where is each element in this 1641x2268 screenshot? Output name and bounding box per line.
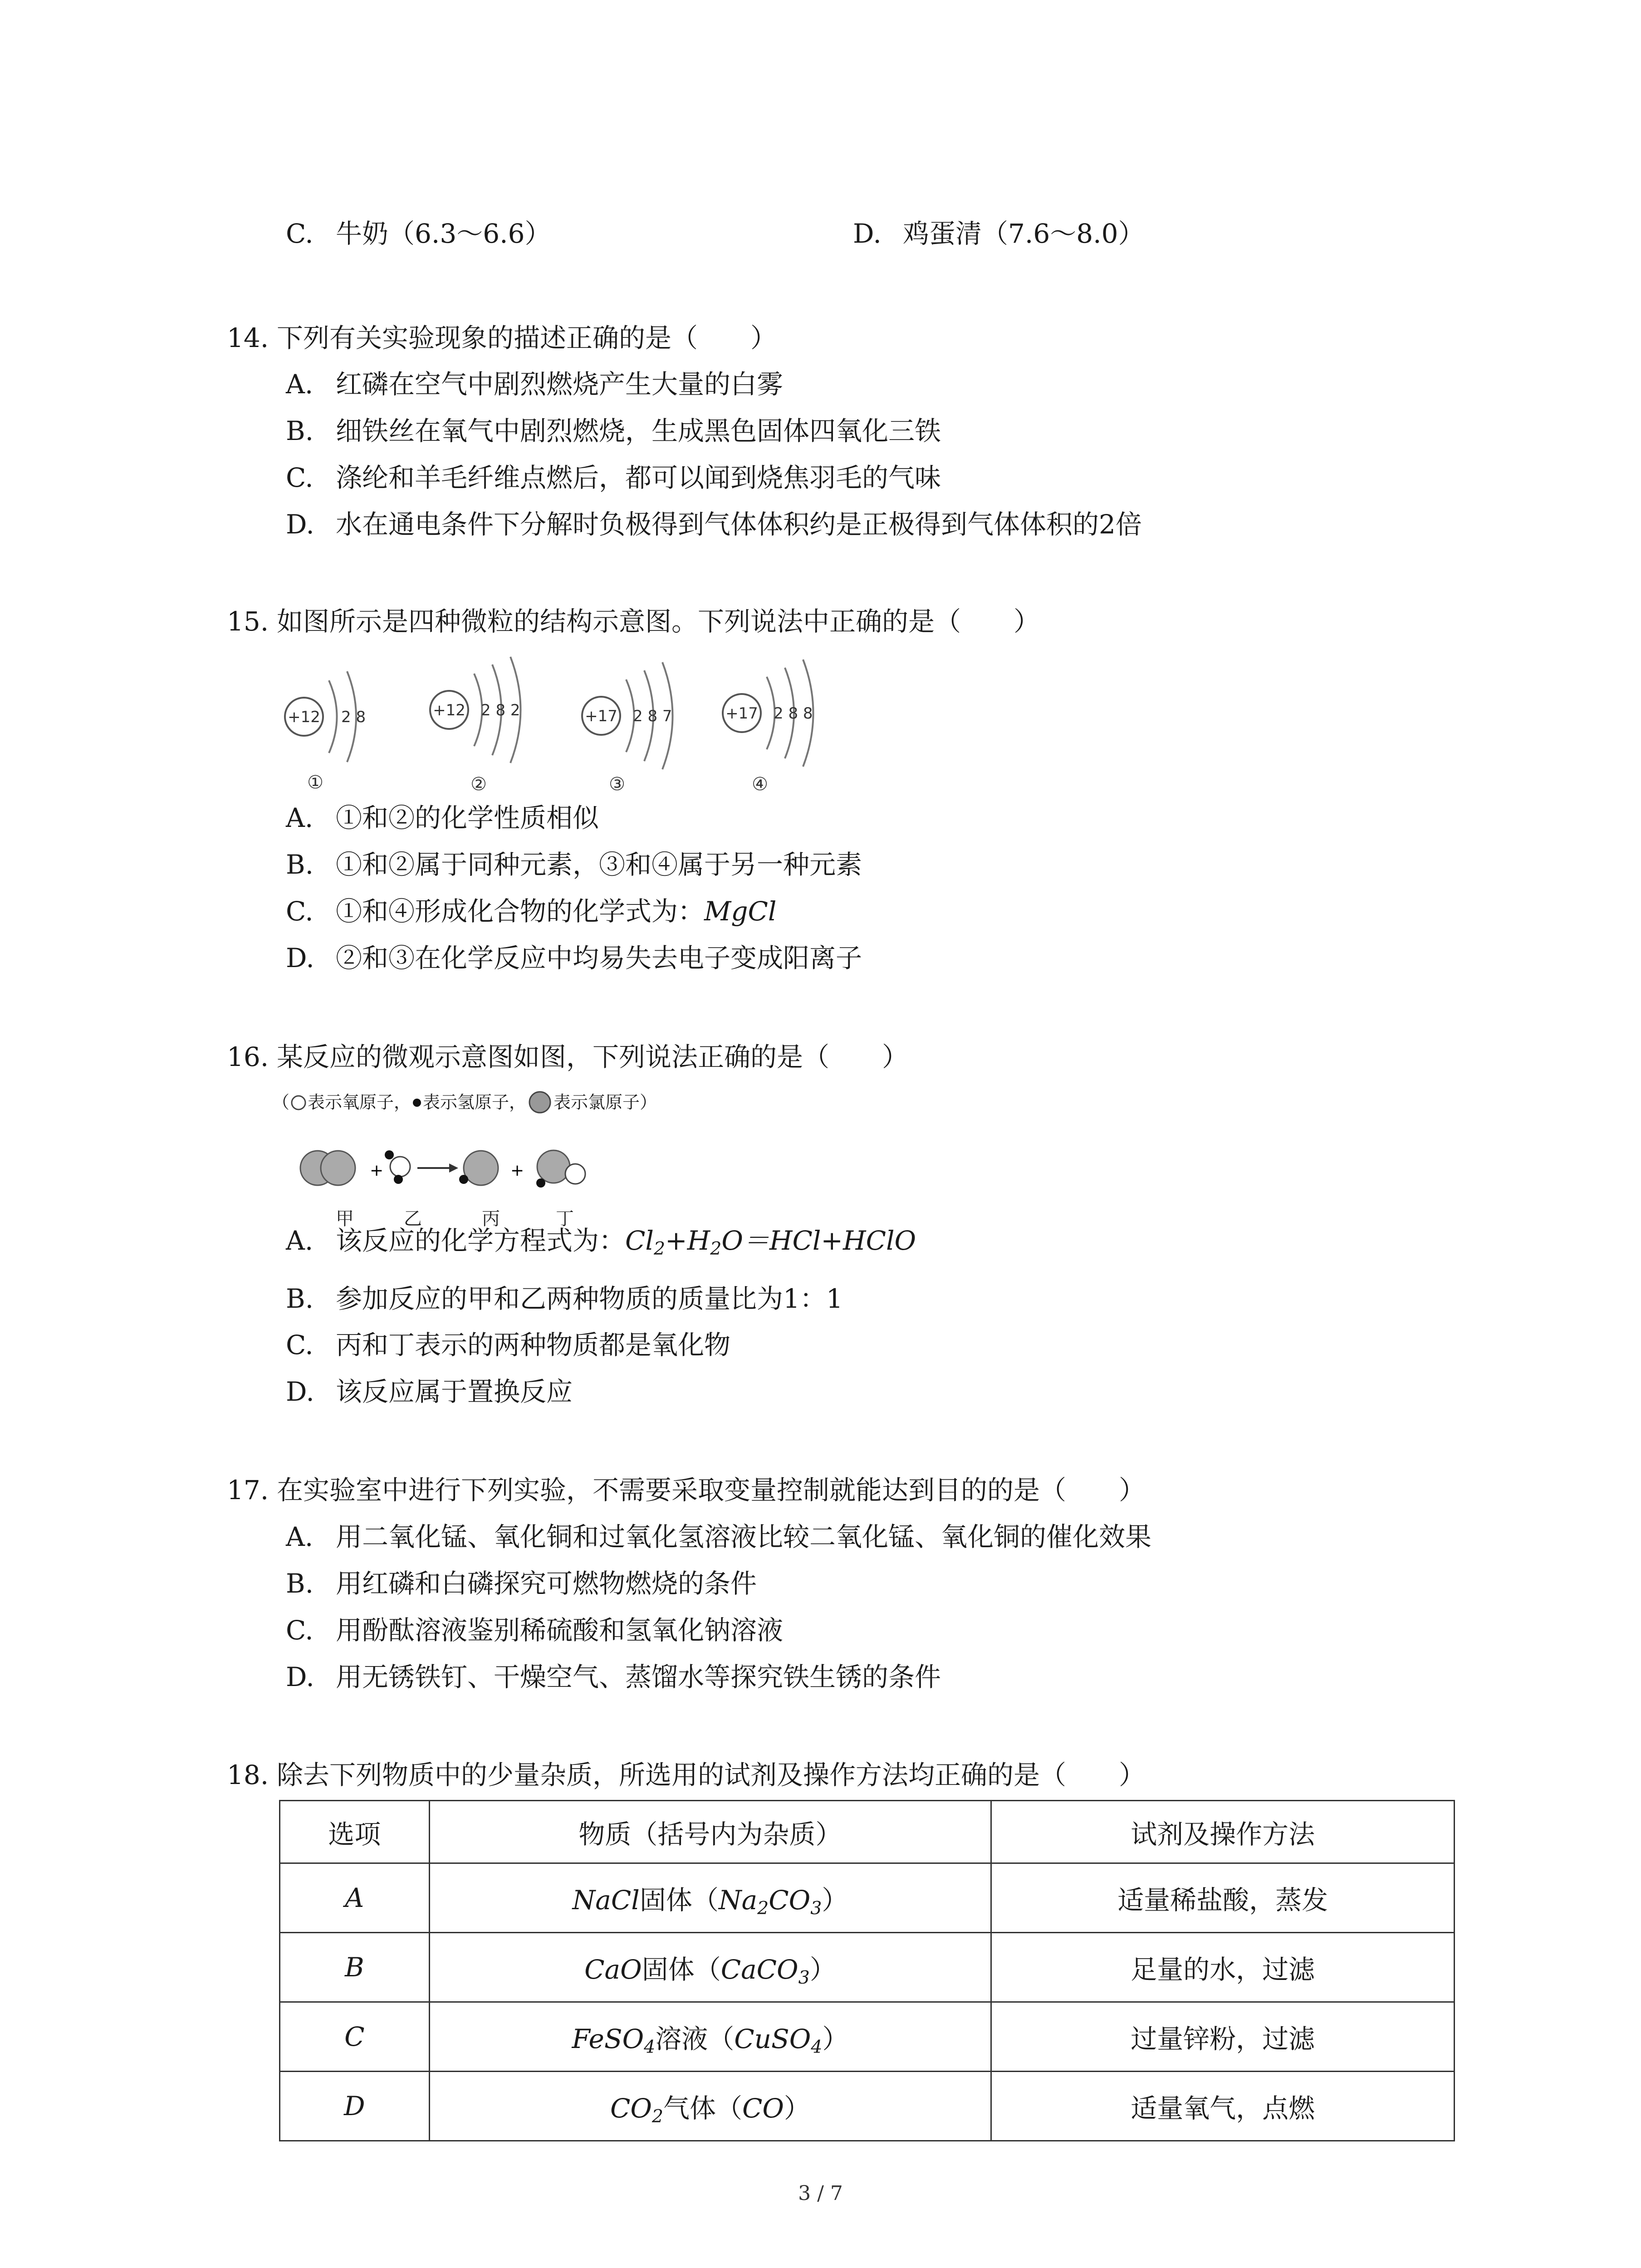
q14-option-c: C. 涤纶和羊毛纤维点燃后，都可以闻到烧焦羽毛的气味	[286, 462, 941, 493]
molecule-cl2	[300, 1151, 355, 1185]
row-substance: CO2气体（CO）	[429, 2072, 991, 2141]
label-yi: 乙	[404, 1208, 422, 1229]
q15-formula: MgCl	[704, 896, 777, 927]
q13-option-c: C. 牛奶（6.3～6.6）	[286, 218, 551, 249]
row-option: D	[280, 2072, 430, 2141]
q14-option-d: D. 水在通电条件下分解时负极得到气体体积约是正极得到气体体积的2倍	[286, 509, 1142, 540]
q15-option-c: C. ①和④形成化合物的化学式为：MgCl	[286, 896, 777, 927]
q14-option-a: A. 红磷在空气中剧烈燃烧产生大量的白雾	[286, 369, 784, 400]
row-method: 适量稀盐酸，蒸发	[991, 1863, 1455, 1933]
q13-option-d: D. 鸡蛋清（7.6～8.0）	[853, 218, 1145, 249]
particle-3-nucleus: +17	[585, 707, 617, 725]
q14-stem: 14. 下列有关实验现象的描述正确的是（ ）	[227, 323, 777, 353]
q14-option-b: B. 细铁丝在氧气中剧烈燃烧，生成黑色固体四氧化三铁	[286, 415, 941, 446]
q15-stem: 15. 如图所示是四种微粒的结构示意图。下列说法中正确的是（ ）	[227, 606, 1040, 637]
q16-stem: 16. 某反应的微观示意图如图，下列说法正确的是（ ）	[227, 1041, 909, 1072]
molecule-hcl	[459, 1151, 498, 1185]
plus-sign-1: +	[370, 1161, 384, 1180]
particle-4-shells: 2 8 8	[774, 704, 813, 723]
row-option: B	[280, 1933, 430, 2002]
particle-1-diagram	[285, 671, 366, 762]
q18-table	[279, 1800, 1455, 2141]
row-method: 适量氧气，点燃	[991, 2072, 1455, 2141]
q15-option-a: A. ①和②的化学性质相似	[286, 802, 599, 833]
row-substance: CaO固体（CaCO3）	[429, 1933, 991, 2002]
header-method: 试剂及操作方法	[991, 1801, 1455, 1863]
q16-legend: （ 表示氧原子， 表示氢原子， 表示氯原子）	[272, 1091, 657, 1114]
particle-4-diagram	[723, 660, 813, 767]
particle-1-shells: 2 8	[341, 708, 366, 726]
label-ding: 丁	[556, 1208, 574, 1229]
particle-1-nucleus: +12	[288, 708, 320, 726]
q16-option-d: D. 该反应属于置换反应	[286, 1376, 573, 1407]
q17-stem: 17. 在实验室中进行下列实验，不需要采取变量控制就能达到目的的是（ ）	[227, 1475, 1146, 1505]
row-option: A	[280, 1863, 430, 1933]
q18-stem: 18. 除去下列物质中的少量杂质，所选用的试剂及操作方法均正确的是（ ）	[227, 1760, 1146, 1790]
particle-4-nucleus: +17	[725, 704, 758, 723]
table-header-row	[280, 1801, 1455, 1863]
chlorine-atom-icon	[526, 1091, 554, 1114]
q15-option-d: D. ②和③在化学反应中均易失去电子变成阳离子	[286, 943, 862, 973]
plus-sign-2: +	[510, 1161, 524, 1180]
particle-1-tag: ①	[307, 772, 323, 793]
row-method: 过量锌粉，过滤	[991, 2002, 1455, 2072]
particle-2-diagram	[430, 657, 521, 763]
page-number: 3 / 7	[798, 2182, 843, 2205]
q15-option-b: B. ①和②属于同种元素，③和④属于另一种元素	[286, 849, 862, 880]
row-option: C	[280, 2002, 430, 2072]
table-row	[280, 1863, 1455, 1933]
reaction-micro-diagram	[281, 1134, 735, 1238]
header-substance: 物质（括号内为杂质）	[429, 1801, 991, 1863]
header-option: 选项	[280, 1801, 430, 1863]
molecule-hclo	[536, 1150, 585, 1188]
label-jia: 甲	[336, 1208, 354, 1229]
particle-4-tag: ④	[752, 774, 768, 795]
atomic-structure-diagrams	[272, 644, 862, 798]
particle-3-diagram	[582, 662, 673, 769]
q16-option-c: C. 丙和丁表示的两种物质都是氧化物	[286, 1330, 731, 1360]
label-bing: 丙	[482, 1208, 500, 1229]
q17-option-a: A. 用二氧化锰、氧化铜和过氧化氢溶液比较二氧化锰、氧化铜的催化效果	[286, 1521, 1152, 1552]
arrow-head-icon	[449, 1163, 458, 1173]
particle-2-shells: 2 8 2	[481, 701, 520, 719]
particle-2-nucleus: +12	[433, 701, 465, 719]
q17-option-c: C. 用酚酞溶液鉴别稀硫酸和氢氧化钠溶液	[286, 1615, 784, 1646]
q17-option-d: D. 用无锈铁钉、干燥空气、蒸馏水等探究铁生锈的条件	[286, 1662, 941, 1692]
oxygen-atom-icon	[289, 1095, 308, 1111]
q16-option-b: B. 参加反应的甲和乙两种物质的质量比为1：1	[286, 1283, 843, 1314]
q17-option-b: B. 用红磷和白磷探究可燃物燃烧的条件	[286, 1568, 757, 1599]
molecule-h2o	[385, 1150, 410, 1184]
q16-option-a: A. 该反应的化学方程式为：Cl2+H2O＝HCl+HClO	[286, 1225, 916, 1260]
table-row	[280, 2072, 1455, 2141]
q16-equation: Cl2+H2O＝HCl+HClO	[625, 1225, 916, 1260]
table-row	[280, 2002, 1455, 2072]
row-method: 足量的水，过滤	[991, 1933, 1455, 2002]
hydrogen-atom-icon	[411, 1095, 423, 1111]
row-substance: NaCl固体（Na2CO3）	[429, 1863, 991, 1933]
particle-2-tag: ②	[470, 774, 487, 795]
table-row	[280, 1933, 1455, 2002]
particle-3-shells: 2 8 7	[633, 707, 672, 725]
row-substance: FeSO4溶液（CuSO4）	[429, 2002, 991, 2072]
particle-3-tag: ③	[609, 774, 625, 795]
